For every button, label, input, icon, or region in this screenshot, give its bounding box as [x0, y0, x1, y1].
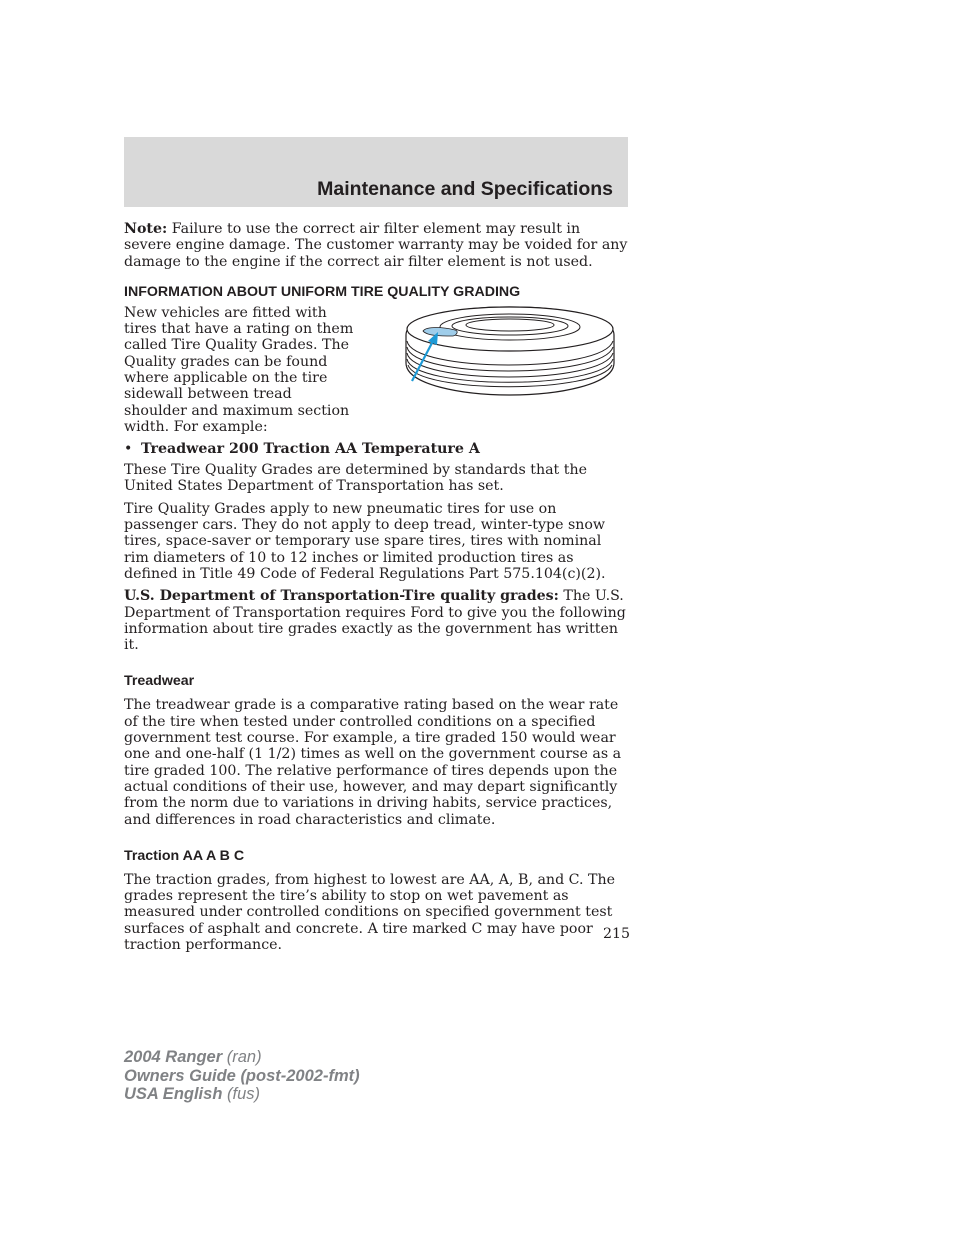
intro-row	[124, 305, 630, 438]
bullet-text: Treadwear 200 Traction AA Temperature A	[141, 440, 480, 457]
header-band	[124, 137, 628, 207]
note-paragraph	[124, 221, 630, 270]
dot-text: The U.S. Department of Transportation requires Ford to give you the following information about tire grades exactly as the government has written it.	[124, 588, 626, 654]
intro-paragraph: New vehicles are fitted with tires that have a rating on them called Tire Quality Grades. The Quality grades can be found where applicable on the tire sidewall between tread shoulder and maximum section width. For example:	[124, 304, 354, 435]
footer-line-language: USA English (fus)	[124, 1085, 260, 1104]
page-title: Maintenance and Specifications	[317, 178, 613, 200]
heading-treadwear: Treadwear	[124, 673, 195, 690]
paragraph-traction: The traction grades, from highest to lowest are AA, A, B, and C. The grades represent the tire’s ability to stop on wet pavement as measured under controlled conditions on specified government test surfaces of asphalt and concrete. A tire marked C may have poor traction performance.	[124, 871, 616, 954]
dot-label: U.S. Department of Transportation-Tire quality grades:	[124, 588, 559, 605]
paragraph-standards: These Tire Quality Grades are determined by standards that the United States Department of Transportation has set.	[124, 462, 587, 495]
paragraph-dot-grades	[124, 588, 630, 653]
bullet-item	[124, 441, 630, 457]
note-text: Failure to use the correct air filter element may result in severe engine damage. The customer warranty may be voided for any damage to the engine if the correct air filter element is not used.	[124, 221, 628, 270]
footer-line-guide: Owners Guide (post-2002-fmt)	[124, 1066, 360, 1085]
section-heading-tire-grading: INFORMATION ABOUT UNIFORM TIRE QUALITY GRADING	[124, 283, 521, 300]
paragraph-treadwear: The treadwear grade is a comparative rating based on the wear rate of the tire when tested under controlled conditions on a specified government test course. For example, a tire graded 150 would wear one and one-half (1 1/2) times as well on the government course as a tire graded 100. The relative performance of tires depends upon the actual conditions of their use, however, and may depart significantly from the norm due to variations in driving habits, service practices, and differences in road characteristics and climate.	[124, 697, 622, 828]
footer-info	[124, 1048, 360, 1104]
heading-traction: Traction AA A B C	[124, 847, 245, 864]
page-number: 215	[603, 926, 631, 942]
footer-line-model: 2004 Ranger (ran)	[124, 1048, 262, 1066]
tire-illustration	[403, 305, 617, 398]
page-content	[124, 221, 630, 953]
paragraph-applicability: Tire Quality Grades apply to new pneumatic tires for use on passenger cars. They do not apply to deep tread, winter-type snow tires, space-saver or temporary use spare tires, tires with nominal rim diameters of 10 to 12 inches or limited production tires as defined in Title 49 Code of Federal Regulations Part 575.104(c)(2).	[124, 500, 606, 582]
note-label: Note:	[124, 221, 168, 237]
bullet-dot: •	[124, 440, 133, 457]
